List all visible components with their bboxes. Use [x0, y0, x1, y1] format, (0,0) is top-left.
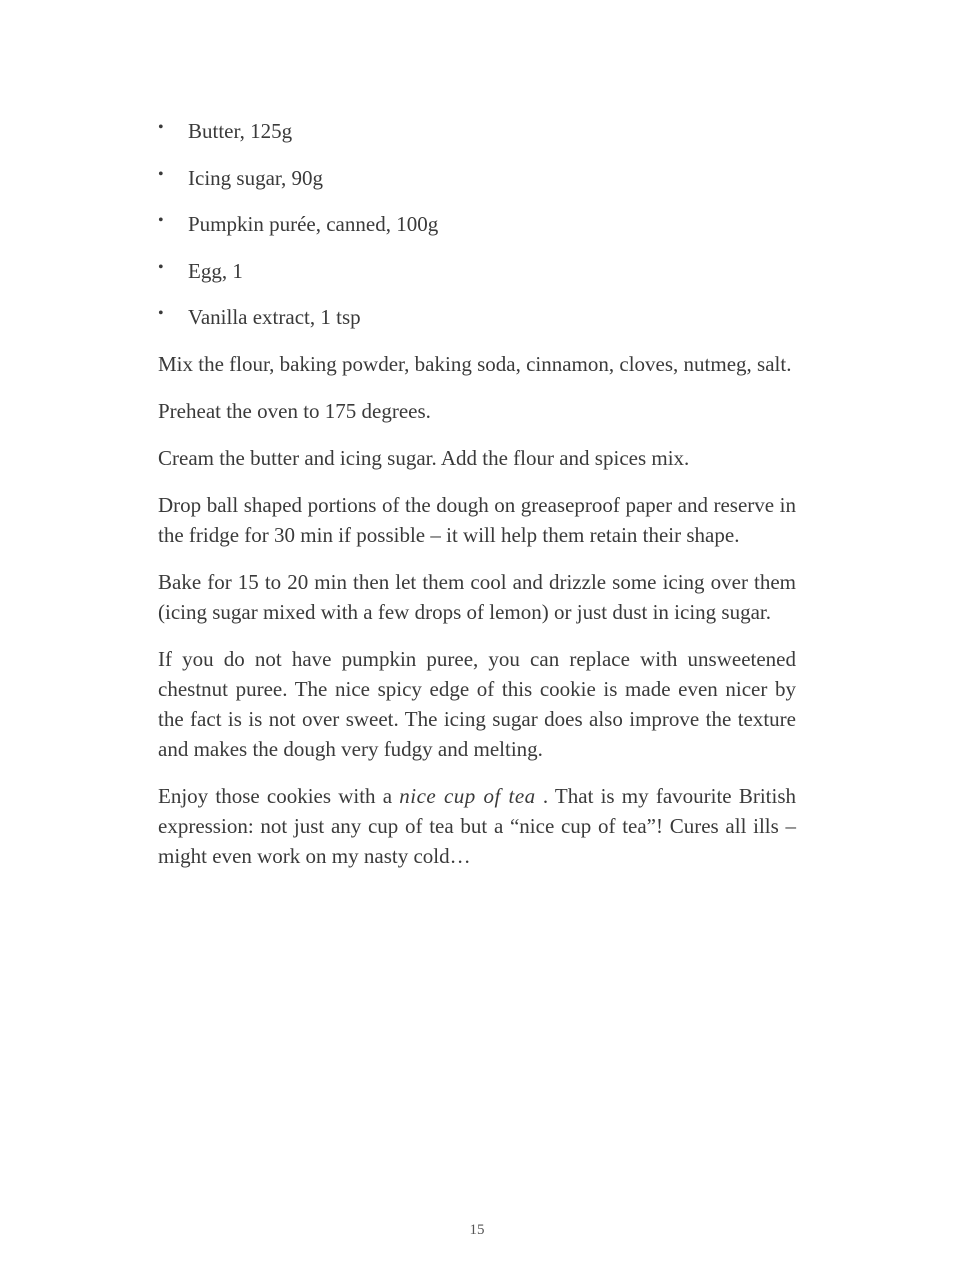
closing-text-end: . That is my favourite British expression: not just any cup of tea but a “nice cup of tea”! Cures all ills – might even work on my nasty cold… — [158, 783, 796, 868]
closing-paragraph — [158, 781, 796, 871]
bullet-icon: • — [158, 305, 164, 322]
instruction-mix: Mix the flour, baking powder, baking soda, cinnamon, cloves, nutmeg, salt. — [158, 351, 792, 376]
ingredient-text: Pumpkin purée, canned, 100g — [188, 212, 439, 236]
instruction-bake: Bake for 15 to 20 min then let them cool and drizzle some icing over them (icing sugar mixed with a few drops of lemon) or just dust in icing sugar. — [158, 569, 796, 624]
bullet-icon: • — [158, 212, 164, 229]
bullet-icon: • — [158, 119, 164, 136]
bullet-icon: • — [158, 165, 164, 183]
ingredient-text: Icing sugar, 90g — [188, 165, 324, 190]
instruction-cream: Cream the butter and icing sugar. Add the flour and spices mix. — [158, 445, 690, 470]
ingredient-list — [158, 116, 796, 332]
list-item — [158, 116, 796, 146]
ingredient-text: Vanilla extract, 1 tsp — [188, 305, 361, 329]
ingredient-text: Butter, 125g — [188, 119, 293, 143]
list-item — [158, 163, 796, 193]
list-item — [158, 209, 796, 239]
page-number: 15 — [469, 1222, 485, 1238]
instruction-preheat: Preheat the oven to 175 degrees. — [158, 398, 431, 423]
closing-text-start: Enjoy those cookies with a — [158, 783, 400, 808]
list-item — [158, 256, 796, 286]
instruction-drop: Drop ball shaped portions of the dough on greaseproof paper and reserve in the fridge for 30 min if possible – it will help them retain their shape. — [158, 492, 796, 547]
page-body — [158, 116, 796, 871]
list-item — [158, 302, 796, 332]
ingredient-text: Egg, 1 — [188, 258, 243, 283]
closing-text-emphasis: nice cup of tea — [399, 783, 536, 808]
bullet-icon: • — [158, 258, 164, 276]
substitution-note: If you do not have pumpkin puree, you can replace with unsweetened chestnut puree. The nice spicy edge of this cookie is made even nicer by the fact is is not over sweet. The icing sugar does also improve the texture and makes the dough very fudgy and melting. — [158, 646, 796, 761]
